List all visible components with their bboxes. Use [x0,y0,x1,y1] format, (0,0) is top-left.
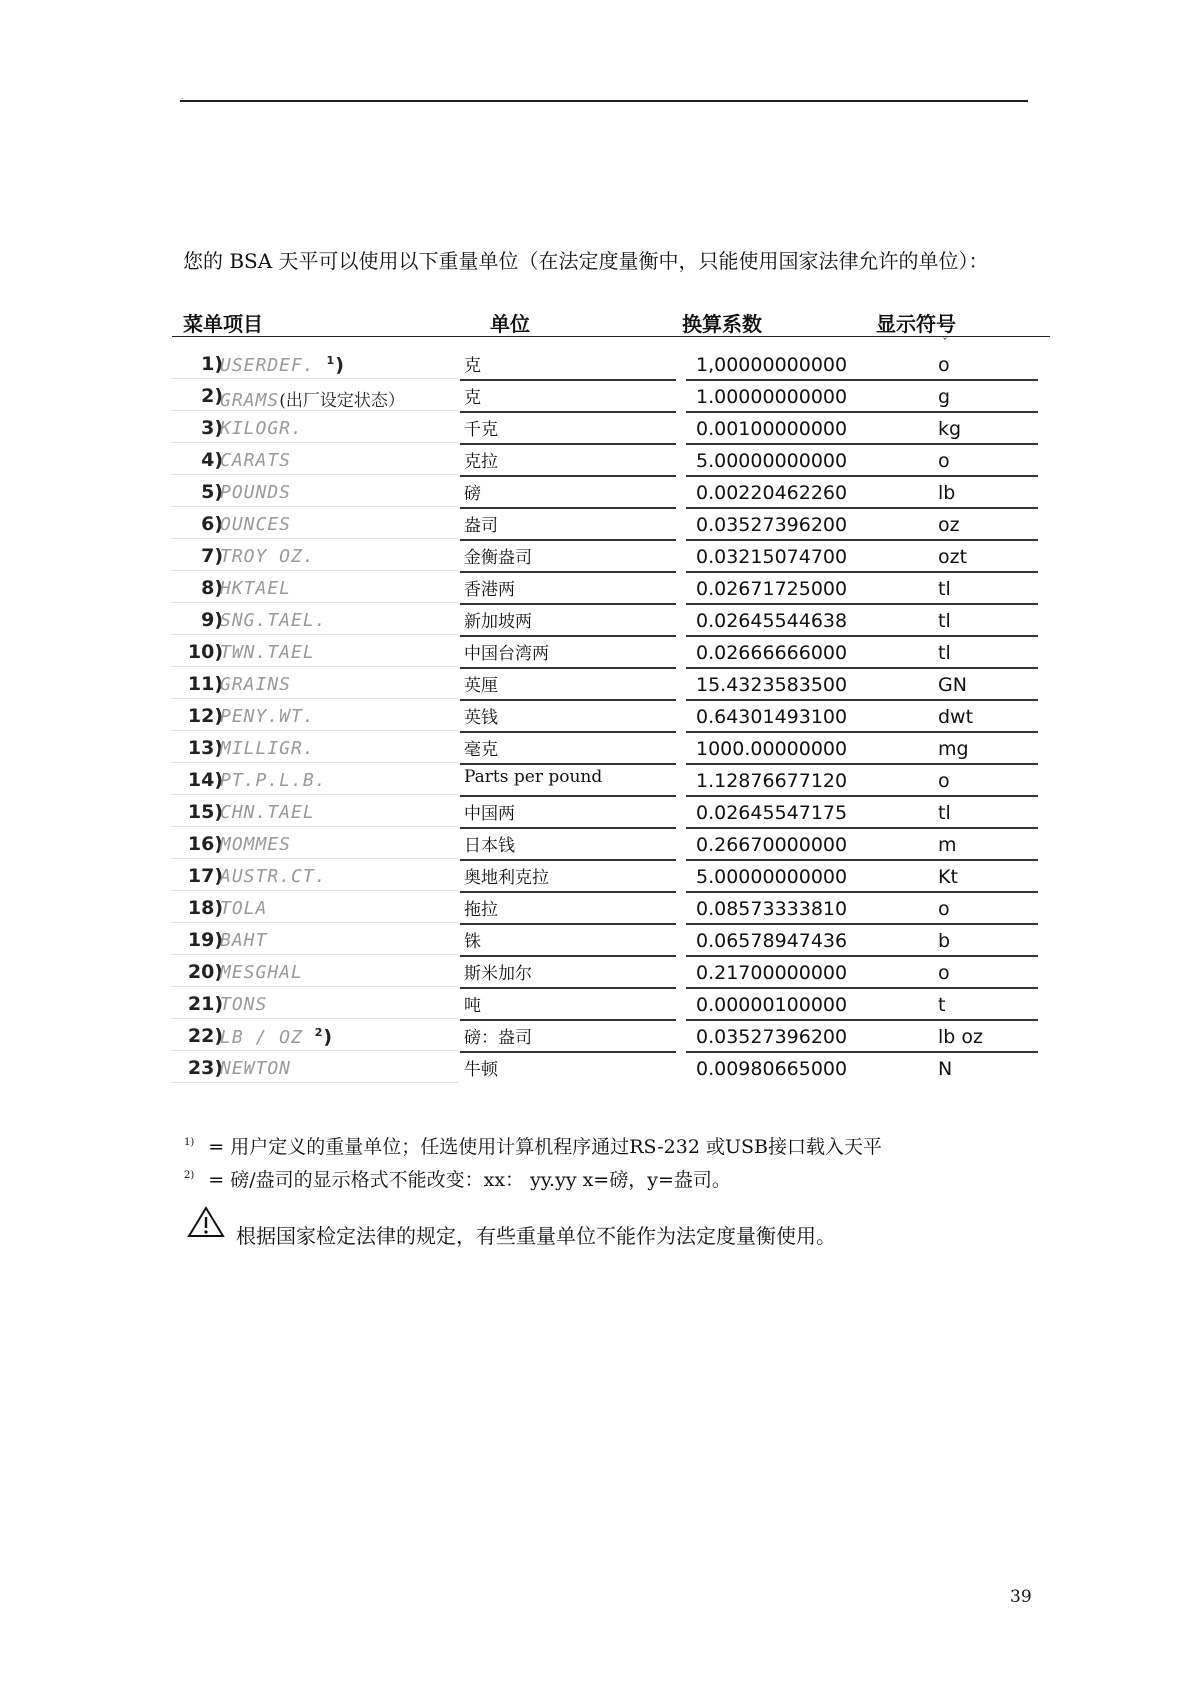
menu-cell [172,572,458,603]
menu-footnote-ref: 2 [314,1026,324,1039]
footnote-2 [184,1165,731,1192]
warning-triangle-icon [186,1205,226,1239]
menu-cell [172,796,458,827]
menu-code: GRAMS [220,390,280,411]
table-row [0,572,1200,604]
unit-cell [460,828,676,861]
conversion-factor: 0.02671725000 [696,578,848,600]
menu-footnote-close: ) [323,1026,333,1048]
factor-cell [686,444,874,477]
conversion-factor: 0.08573333810 [696,898,848,920]
table-row [0,412,1200,444]
table-row [0,1020,1200,1052]
row-index: 21) [187,993,223,1015]
symbol-cell [874,636,1038,669]
display-symbol: o [938,354,950,376]
col-header-factor: 换算系数 [682,312,762,336]
header-mark: . [181,92,184,101]
row-index: 3) [201,417,223,439]
menu-cell [172,636,458,667]
footnote-1 [184,1132,882,1159]
menu-cell [172,1052,458,1083]
display-symbol: ozt [938,546,968,568]
menu-footnote-close: ) [335,354,344,376]
menu-display-text [220,770,327,791]
conversion-factor: 0.03215074700 [696,546,848,568]
row-index: 5) [201,481,223,503]
unit-cell [460,348,676,381]
unit-name: 克 [464,388,481,408]
factor-cell [686,572,874,605]
menu-code: AUSTR.CT. [220,866,327,887]
unit-name: 奥地利克拉 [464,868,549,888]
display-symbol: o [938,450,950,472]
display-symbol: t [938,994,946,1016]
unit-cell [460,380,676,413]
menu-cell [172,892,458,923]
factor-cell [686,700,874,733]
menu-cell [172,988,458,1019]
unit-name: 中国两 [464,804,515,824]
conversion-factor: 0.21700000000 [696,962,848,984]
unit-name: 香港两 [464,580,515,600]
unit-cell [460,1052,676,1083]
symbol-cell [874,892,1038,925]
unit-cell [460,732,676,765]
factor-cell [686,1052,874,1083]
row-index: 16) [187,833,223,855]
table-row [0,444,1200,476]
menu-cell [172,956,458,987]
row-index: 20) [187,961,223,983]
factor-cell [686,764,874,797]
row-index: 11) [187,673,223,695]
row-index: 10) [187,641,223,663]
table-row [0,892,1200,924]
row-index: 18) [187,897,223,919]
conversion-factor: 0.64301493100 [696,706,848,728]
unit-cell [460,604,676,637]
table-row [0,956,1200,988]
menu-code: MESGHAL [220,962,303,983]
conversion-factor: 0.02645544638 [696,610,848,632]
menu-display-text [220,898,267,919]
menu-cell [172,860,458,891]
menu-display-text [220,802,315,823]
unit-cell [460,540,676,573]
factor-cell [686,348,874,381]
menu-display-text [220,1026,332,1048]
menu-cell [172,828,458,859]
menu-code: OUNCES [220,514,292,535]
menu-display-text [220,482,291,503]
warning-text: 根据国家检定法律的规定，有些重量单位不能作为法定度量衡使用。 [236,1224,836,1248]
unit-name: 斯米加尔 [464,964,532,984]
menu-display-text [220,354,344,376]
unit-cell [460,412,676,445]
table-row [0,700,1200,732]
unit-name: 千克 [464,420,498,440]
symbol-cell [874,572,1038,605]
symbol-cell [874,604,1038,637]
menu-display-text [220,450,291,471]
display-symbol: mg [938,738,969,760]
unit-name: 英厘 [464,676,498,696]
menu-code: TONS [220,994,268,1015]
table-row [0,348,1200,380]
factor-cell [686,636,874,669]
factor-cell [686,540,874,573]
symbol-cell [874,1052,1038,1083]
unit-name: 铢 [464,932,481,952]
menu-cell [172,604,458,635]
menu-footnote-ref: 1 [326,354,336,367]
factor-cell [686,956,874,989]
conversion-factor: 0.00100000000 [696,418,848,440]
row-index: 1) [201,353,223,375]
unit-cell [460,476,676,509]
unit-name: 拖拉 [464,900,498,920]
menu-display-text [220,674,291,695]
unit-name: 新加坡两 [464,612,532,632]
row-index: 19) [187,929,223,951]
display-symbol: tl [938,610,951,632]
footnote-mark: 2) [184,1170,195,1181]
caret-mark: ˇ [942,336,948,350]
table-row [0,860,1200,892]
row-index: 8) [201,577,223,599]
symbol-cell [874,956,1038,989]
row-index: 6) [201,513,223,535]
unit-cell [460,924,676,957]
menu-cell [172,444,458,475]
menu-cell [172,924,458,955]
symbol-cell [874,764,1038,797]
intro-text: 您的 BSA 天平可以使用以下重量单位（在法定度量衡中，只能使用国家法律允许的单位）： [183,249,989,273]
menu-display-text [220,706,315,727]
row-index: 2) [201,385,223,407]
unit-name: 毫克 [464,740,498,760]
unit-name: 英钱 [464,708,498,728]
menu-code: MOMMES [220,834,292,855]
menu-display-text [220,642,315,663]
menu-code: PENY.WT. [220,706,315,727]
unit-cell [460,892,676,925]
conversion-factor: 1000.00000000 [696,738,848,760]
conversion-factor: 5.00000000000 [696,866,848,888]
header-rule [180,100,1028,102]
col-header-symbol: 显示符号 [876,312,956,336]
symbol-cell [874,828,1038,861]
factor-cell [686,988,874,1021]
row-index: 4) [201,449,223,471]
page-number: 39 [1010,1587,1032,1607]
conversion-factor: 1.12876677120 [696,770,848,792]
table-row [0,476,1200,508]
display-symbol: kg [938,418,962,440]
menu-cell [172,668,458,699]
unit-name: Parts per pound [464,767,603,787]
factor-cell [686,924,874,957]
col-header-menu: 菜单项目 [183,312,263,336]
table-row [0,636,1200,668]
units-table [0,348,1200,1084]
unit-name: 磅：盎司 [464,1028,532,1048]
factor-cell [686,860,874,893]
table-row [0,508,1200,540]
display-symbol: tl [938,802,951,824]
table-row [0,988,1200,1020]
display-symbol: tl [938,578,951,600]
factor-cell [686,508,874,541]
menu-cell [172,508,458,539]
conversion-factor: 0.02666666000 [696,642,848,664]
menu-display-text [220,578,291,599]
display-symbol: GN [938,674,967,696]
display-symbol: g [938,386,951,408]
table-row [0,668,1200,700]
unit-name: 克 [464,356,481,376]
symbol-cell [874,540,1038,573]
table-row [0,540,1200,572]
row-index: 15) [187,801,223,823]
menu-code: CHN.TAEL [220,802,315,823]
conversion-factor: 0.06578947436 [696,930,848,952]
display-symbol: o [938,898,950,920]
factor-cell [686,412,874,445]
menu-display-text [220,418,303,439]
unit-cell [460,860,676,893]
unit-cell [460,1020,676,1053]
table-row [0,604,1200,636]
unit-cell [460,444,676,477]
footnote-text: = 磅/盎司的显示格式不能改变：xx： yy.yy x=磅，y=盎司。 [208,1169,731,1191]
display-symbol: lb [938,482,956,504]
menu-display-text [220,834,291,855]
factor-cell [686,732,874,765]
menu-cell [172,476,458,507]
unit-name: 磅 [464,484,481,504]
symbol-cell [874,860,1038,893]
menu-code: SNG.TAEL. [220,610,327,631]
row-index: 9) [201,609,223,631]
menu-code: TROY OZ. [220,546,315,567]
table-row [0,924,1200,956]
menu-code: MILLIGR. [220,738,315,759]
conversion-factor: 1.00000000000 [696,386,848,408]
conversion-factor: 0.03527396200 [696,514,848,536]
menu-code: BAHT [220,930,268,951]
unit-cell [460,636,676,669]
menu-display-text [220,546,315,567]
factor-cell [686,796,874,829]
row-index: 7) [201,545,223,567]
display-symbol: Kt [938,866,958,888]
symbol-cell [874,380,1038,413]
factor-cell [686,1020,874,1053]
menu-code: CARATS [220,450,292,471]
symbol-cell [874,444,1038,477]
conversion-factor: 15.4323583500 [696,674,848,696]
menu-cell [172,412,458,443]
symbol-cell [874,1020,1038,1053]
menu-code: USERDEF. [220,355,315,376]
factor-cell [686,828,874,861]
row-index: 13) [187,737,223,759]
table-row [0,828,1200,860]
menu-display-text [220,994,267,1015]
factor-cell [686,668,874,701]
menu-code: KILOGR. [220,418,303,439]
unit-cell [460,668,676,701]
row-index: 14) [187,769,223,791]
row-index: 23) [187,1057,223,1079]
display-symbol: oz [938,514,960,536]
conversion-factor: 5.00000000000 [696,450,848,472]
menu-code: TWN.TAEL [220,642,315,663]
unit-name: 日本钱 [464,836,515,856]
unit-name: 牛顿 [464,1060,498,1080]
menu-code: GRAINS [220,674,292,695]
menu-display-text [220,962,303,983]
menu-cell [172,1020,458,1051]
menu-code: TOLA [220,898,268,919]
conversion-factor: 0.26670000000 [696,834,848,856]
unit-cell [460,572,676,605]
unit-cell [460,796,676,829]
header-rule-table [172,336,1050,337]
menu-note: (出厂设定状态） [279,391,405,411]
unit-cell [460,956,676,989]
menu-display-text [220,1058,291,1079]
menu-display-text [220,514,291,535]
menu-display-text [220,738,315,759]
menu-cell [172,764,458,795]
unit-name: 克拉 [464,452,498,472]
conversion-factor: 0.02645547175 [696,802,848,824]
display-symbol: tl [938,642,951,664]
display-symbol: lb oz [938,1026,983,1048]
unit-name: 盎司 [464,516,498,536]
footnote-text: = 用户定义的重量单位；任选使用计算机程序通过RS-232 或USB接口载入天平 [208,1136,882,1158]
conversion-factor: 0.00980665000 [696,1058,848,1080]
factor-cell [686,476,874,509]
display-symbol: N [938,1058,953,1080]
menu-display-text [220,930,267,951]
menu-cell [172,380,458,411]
display-symbol: b [938,930,951,952]
symbol-cell [874,412,1038,445]
conversion-factor: 0.03527396200 [696,1026,848,1048]
menu-cell [172,348,458,379]
unit-cell [460,988,676,1021]
menu-code: LB / OZ [220,1027,303,1048]
unit-cell [460,764,676,797]
symbol-cell [874,988,1038,1021]
unit-cell [460,700,676,733]
symbol-cell [874,668,1038,701]
factor-cell [686,604,874,637]
menu-display-text [220,610,327,631]
row-index: 17) [187,865,223,887]
menu-display-text [220,866,327,887]
display-symbol: o [938,770,950,792]
symbol-cell [874,732,1038,765]
table-row [0,1052,1200,1084]
menu-cell [172,540,458,571]
menu-code: NEWTON [220,1058,292,1079]
footnote-mark: 1) [184,1137,195,1148]
factor-cell [686,380,874,413]
display-symbol: m [938,834,957,856]
unit-cell [460,508,676,541]
symbol-cell [874,796,1038,829]
menu-cell [172,732,458,763]
row-index: 22) [187,1025,223,1047]
symbol-cell [874,476,1038,509]
symbol-cell [874,700,1038,733]
unit-name: 中国台湾两 [464,644,549,664]
menu-code: PT.P.L.B. [220,770,327,791]
menu-display-text [220,386,405,411]
conversion-factor: 0.00000100000 [696,994,848,1016]
table-row [0,732,1200,764]
col-header-unit: 单位 [490,312,530,336]
symbol-cell [874,348,1038,381]
conversion-factor: 1,00000000000 [696,354,848,376]
table-row [0,764,1200,796]
display-symbol: dwt [938,706,974,728]
menu-code: POUNDS [220,482,292,503]
factor-cell [686,892,874,925]
display-symbol: o [938,962,950,984]
menu-code: HKTAEL [220,578,292,599]
unit-name: 金衡盎司 [464,548,532,568]
menu-cell [172,700,458,731]
table-row [0,380,1200,412]
unit-name: 吨 [464,996,481,1016]
conversion-factor: 0.00220462260 [696,482,848,504]
table-row [0,796,1200,828]
symbol-cell [874,508,1038,541]
symbol-cell [874,924,1038,957]
row-index: 12) [187,705,223,727]
